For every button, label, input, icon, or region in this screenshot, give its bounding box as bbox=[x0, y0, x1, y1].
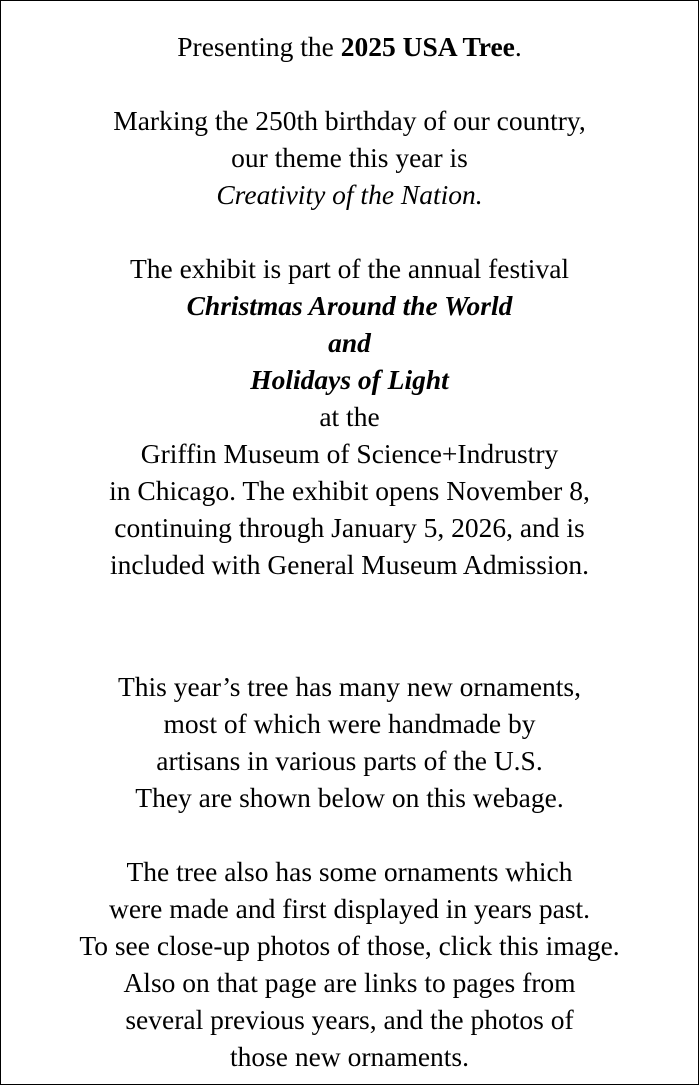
past-line-2: were made and first displayed in years past. bbox=[108, 893, 591, 924]
museum-name: Griffin Museum of Science+Indrustry bbox=[140, 438, 559, 469]
intro-line bbox=[1, 28, 698, 65]
past-line-3: To see close-up photos of those, click this image. bbox=[79, 930, 620, 961]
festival-at-the: at the bbox=[319, 401, 380, 432]
festival-name-2 bbox=[1, 361, 698, 398]
ornaments-line-4: They are shown below on this webage. bbox=[135, 782, 564, 813]
theme-line-1: Marking the 250th birthday of our country, bbox=[113, 105, 586, 136]
ornaments-line-3: artisans in various parts of the U.S. bbox=[156, 745, 543, 776]
exhibit-dates-line-3: included with General Museum Admission. bbox=[110, 549, 589, 580]
theme-name bbox=[1, 176, 698, 213]
exhibit-dates-line-2: continuing through January 5, 2026, and is bbox=[114, 512, 585, 543]
ornaments-line-2: most of which were handmade by bbox=[163, 708, 536, 739]
festival-name-1-text: Christmas Around the World bbox=[186, 290, 513, 321]
intro-prefix: Presenting the bbox=[177, 31, 341, 62]
theme-line-2: our theme this year is bbox=[231, 142, 468, 173]
festival-name-1 bbox=[1, 287, 698, 324]
past-line-4: Also on that page are links to pages from bbox=[123, 967, 576, 998]
ornaments-line-1: This year’s tree has many new ornaments, bbox=[117, 671, 582, 702]
past-line-6: those new ornaments. bbox=[229, 1041, 470, 1072]
panel-text bbox=[1, 28, 698, 1075]
past-line-5: several previous years, and the photos of bbox=[125, 1004, 574, 1035]
intro-suffix: . bbox=[514, 31, 522, 62]
tree-name: 2025 USA Tree bbox=[340, 31, 515, 62]
festival-and bbox=[1, 324, 698, 361]
festival-line-1: The exhibit is part of the annual festival bbox=[129, 253, 570, 284]
past-line-1: The tree also has some ornaments which bbox=[126, 856, 573, 887]
exhibit-dates-line-1: in Chicago. The exhibit opens November 8, bbox=[109, 475, 590, 506]
festival-name-2-text: Holidays of Light bbox=[250, 364, 449, 395]
festival-and-text: and bbox=[328, 327, 371, 358]
theme-name-text: Creativity of the Nation. bbox=[216, 179, 483, 210]
